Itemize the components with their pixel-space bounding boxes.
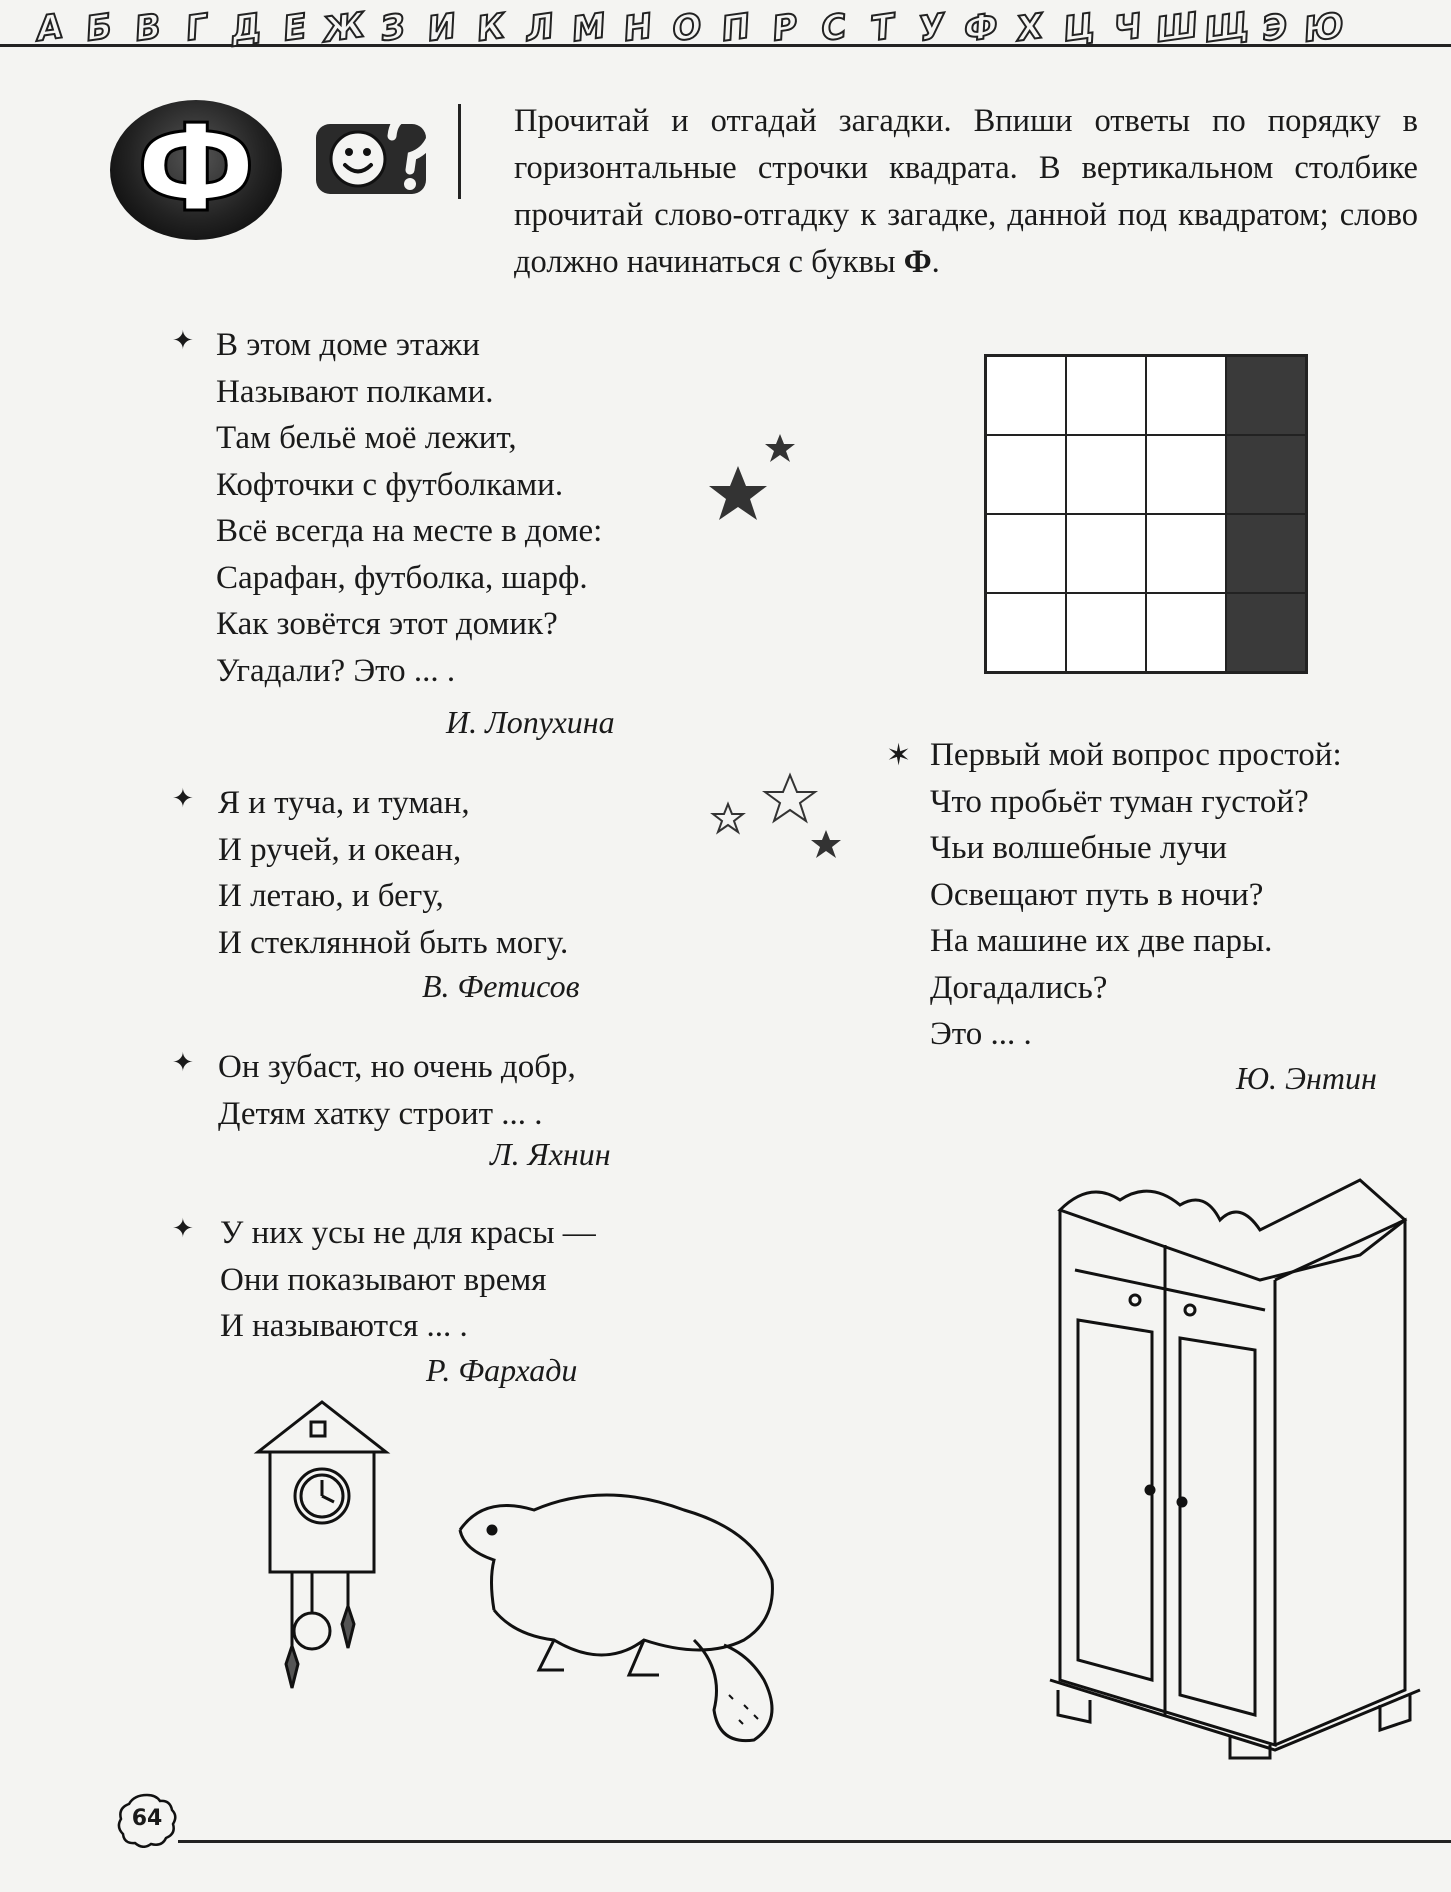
riddle-line: Там бельё моё лежит,	[216, 420, 517, 456]
crossword-grid	[984, 354, 1308, 674]
riddle-1-author: И. Лопухина	[446, 704, 615, 740]
riddle-4	[220, 1210, 596, 1350]
grid-cell[interactable]	[1066, 593, 1146, 672]
grid-cell[interactable]	[1146, 593, 1226, 672]
riddle-line: Угадали? Это ... .	[216, 652, 456, 689]
riddle-line: Всё всегда на месте в доме:	[216, 513, 603, 549]
four-point-star-icon: ✦	[172, 784, 194, 814]
alphabet-letters	[28, 4, 1347, 51]
riddle-line: У них усы не для красы —	[220, 1215, 596, 1251]
instructions-end: .	[931, 244, 940, 280]
grid-key-cell[interactable]	[1226, 356, 1306, 435]
riddle-4-author: Р. Фархади	[426, 1352, 578, 1388]
grid-cell[interactable]	[1146, 435, 1226, 514]
logo-letter: Ф	[136, 100, 256, 239]
instructions-letter: Ф	[903, 244, 932, 280]
key-riddle	[930, 732, 1342, 1058]
alphabet-letter: В	[132, 6, 164, 50]
riddle-line: Чьи волшебные лучи	[930, 830, 1228, 866]
riddle-3	[218, 1044, 576, 1137]
instructions-body: Прочитай и отгадай загадки. Впиши ответы по порядку в горизонтальные строчки квадрата. В вертикальном столбике прочитай слово-отгадку к загадке, данной под квадратом; слово должно начинаться с буквы	[514, 103, 1418, 280]
riddle-line: Он зубаст, но очень добр,	[218, 1049, 576, 1085]
alphabet-letter: Д	[228, 6, 264, 50]
alphabet-letter: О	[669, 6, 705, 50]
letter-f-logo	[110, 100, 282, 240]
riddle-line: Я и туча, и туман,	[218, 785, 470, 821]
grid-key-cell[interactable]	[1226, 514, 1306, 593]
riddle-line: Сарафан, футболка, шарф.	[216, 559, 588, 596]
wardrobe-illustration	[1030, 1160, 1440, 1760]
alphabet-letter: П	[719, 6, 753, 50]
six-point-star-icon: ✶	[886, 738, 912, 773]
star-icon	[709, 466, 767, 520]
four-point-star-icon: ✦	[172, 1214, 194, 1244]
star-icon	[811, 830, 841, 858]
alphabet-letter: Ю	[1301, 5, 1347, 51]
alphabet-letter: Ч	[1111, 6, 1145, 50]
key-riddle-author: Ю. Энтин	[1236, 1060, 1377, 1096]
grid-cell[interactable]	[1146, 356, 1226, 435]
alphabet-letter: А	[34, 6, 66, 50]
alphabet-letter: Ц	[1060, 6, 1098, 51]
grid-cell[interactable]	[1066, 356, 1146, 435]
grid-key-cell[interactable]	[1226, 593, 1306, 672]
alphabet-letter: Г	[183, 6, 211, 50]
riddle-line: Кофточки с футболками.	[216, 466, 564, 503]
alphabet-letter: Л	[523, 6, 557, 50]
four-point-star-icon: ✦	[172, 326, 194, 356]
riddle-line: Это ... .	[930, 1016, 1032, 1052]
alphabet-letter: Н	[621, 6, 655, 50]
riddle-line: И ручей, и океан,	[218, 831, 462, 868]
riddle-1	[216, 322, 602, 694]
footer-rule	[178, 1840, 1451, 1843]
page-number: 64	[131, 1806, 163, 1831]
grid-cell[interactable]	[986, 435, 1066, 514]
riddle-line: Детям хатку строит ... .	[218, 1095, 543, 1132]
alphabet-letter: С	[818, 6, 850, 50]
riddle-line: На машине их две пары.	[930, 923, 1273, 959]
alphabet-letter: И	[425, 6, 459, 50]
riddle-line: Догадались?	[930, 969, 1108, 1006]
cuckoo-clock-illustration	[250, 1396, 400, 1716]
riddle-line: Освещают путь в ночи?	[930, 876, 1264, 913]
riddle-line: В этом доме этажи	[216, 327, 480, 363]
riddle-line: Первый мой вопрос простой:	[930, 737, 1342, 773]
alphabet-letter: Р	[769, 6, 801, 50]
alphabet-letter: Т	[868, 6, 898, 50]
vertical-divider	[458, 104, 461, 199]
grid-cell[interactable]	[1146, 514, 1226, 593]
riddle-line: Что пробьёт туман густой?	[930, 783, 1309, 820]
alphabet-letter: Ш	[1153, 5, 1201, 51]
riddle-line: И называются ... .	[220, 1308, 468, 1344]
riddle-line: Они показывают время	[220, 1261, 547, 1298]
instructions-text	[514, 98, 1418, 286]
riddle-2	[218, 780, 568, 966]
stars-decoration	[700, 420, 900, 870]
alphabet-letter: К	[474, 6, 508, 50]
riddle-line: Как зовётся этот домик?	[216, 606, 558, 642]
riddle-line: И летаю, и бегу,	[218, 878, 444, 914]
smiley-question-icon	[312, 110, 442, 200]
alphabet-letter: М	[569, 5, 609, 51]
grid-cell[interactable]	[1066, 514, 1146, 593]
outline-star-icon	[765, 775, 815, 821]
alphabet-header	[0, 0, 1451, 70]
alphabet-letter: Ф	[961, 5, 1001, 51]
grid-cell[interactable]	[986, 514, 1066, 593]
beaver-illustration	[454, 1470, 814, 1750]
riddle-3-author: Л. Яхнин	[490, 1136, 611, 1172]
four-point-star-icon: ✦	[172, 1048, 194, 1078]
riddle-line: Называют полками.	[216, 373, 494, 410]
alphabet-letter: Б	[83, 6, 115, 50]
alphabet-letter: Щ	[1201, 4, 1252, 51]
alphabet-letter: Э	[1259, 6, 1291, 50]
grid-cell[interactable]	[986, 356, 1066, 435]
alphabet-letter: Ж	[320, 5, 368, 51]
riddle-2-author: В. Фетисов	[422, 968, 580, 1004]
outline-star-icon	[713, 804, 743, 832]
grid-cell[interactable]	[986, 593, 1066, 672]
riddle-line: И стеклянной быть могу.	[218, 924, 569, 961]
star-icon	[765, 434, 795, 462]
alphabet-letter: Е	[280, 6, 310, 50]
grid-cell[interactable]	[1066, 435, 1146, 514]
alphabet-letter: З	[378, 6, 408, 50]
alphabet-letter: У	[916, 6, 948, 50]
grid-key-cell[interactable]	[1226, 435, 1306, 514]
alphabet-letter: Х	[1014, 6, 1046, 50]
